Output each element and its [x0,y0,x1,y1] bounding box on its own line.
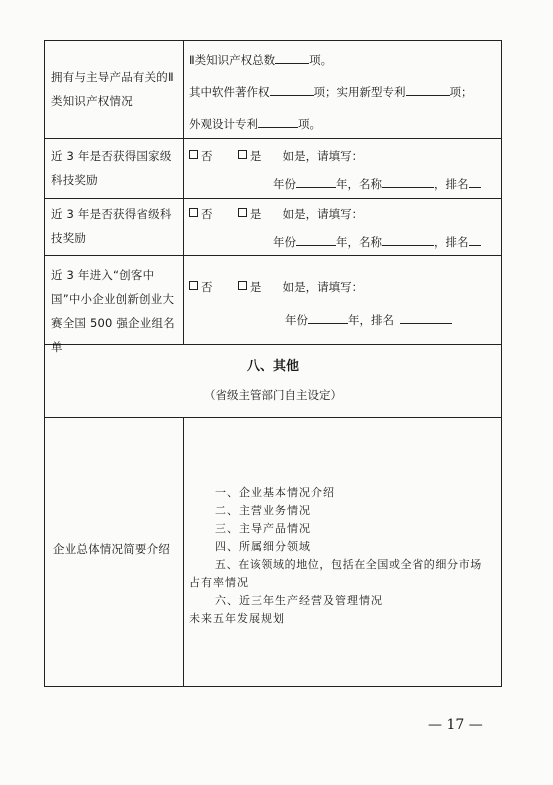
national-award-year-field[interactable] [296,175,336,188]
provincial-award-name-field[interactable] [382,233,434,246]
maker-china-year-field[interactable] [308,311,348,324]
provincial-award-detail-line [273,233,481,250]
provincial-award-year-field[interactable] [296,233,336,246]
software-copyright-field[interactable] [270,83,314,96]
national-award-label: 近 3 年是否获得国家级科技奖励 [51,149,172,187]
national-award-yes-label: 是 [249,149,262,163]
national-award-year-label: 年份 [273,177,296,191]
section-note: （省级主管部门自主设定） [204,388,342,402]
provincial-award-rank-field[interactable] [469,233,481,246]
page-number: — 17 — [428,717,483,733]
column-divider [183,417,184,686]
maker-china-rank-field[interactable] [400,311,452,324]
national-award-name-label: 年，名称 [336,177,382,191]
provincial-award-year-label: 年份 [273,235,296,249]
overview-item: 未来五年发展规划 [189,612,285,625]
utility-model-field[interactable] [406,83,450,96]
maker-china-prompt: 如是，请填写： [282,280,364,294]
maker-china-year-label: 年份 [285,313,308,327]
provincial-award-name-label: 年，名称 [336,235,382,249]
national-award-detail-line [273,175,481,192]
national-award-no-checkbox[interactable] [189,150,198,159]
overview-item: 四、所属细分领域 [215,540,311,553]
ip-total-line [189,51,332,68]
provincial-award-label: 近 3 年是否获得省级科技奖励 [51,207,172,245]
maker-china-detail-line [285,311,452,328]
design-patent-field[interactable] [258,115,298,128]
national-award-options [189,148,363,164]
national-award-no-label: 否 [201,149,213,163]
maker-china-label: 近 3 年进入“创客中国”中小企业创新创业大赛全国 500 强企业组名单 [51,268,175,354]
national-award-yes-checkbox[interactable] [238,150,247,159]
application-form-table [44,40,502,687]
ip-total-unit: 项。 [309,53,333,67]
design-patent-unit: 项。 [298,117,321,131]
overview-item: 三、主导产品情况 [215,522,311,535]
overview-item: 二、主营业务情况 [215,504,311,517]
national-award-prompt: 如是，请填写： [282,149,364,163]
provincial-award-yes-label: 是 [249,207,262,221]
maker-china-yes-label: 是 [249,280,262,294]
design-patent-label: 外观设计专利 [189,117,258,131]
software-copyright-label: 其中软件著作权 [189,85,270,99]
provincial-award-no-checkbox[interactable] [189,208,198,217]
provincial-award-no-label: 否 [201,207,213,221]
overview-label: 企业总体情况简要介绍 [53,542,170,556]
row-divider [45,255,501,256]
ip-total-label: Ⅱ类知识产权总数 [189,53,276,67]
maker-china-no-label: 否 [201,280,213,294]
maker-china-rank-label: 年，排名 [348,313,394,327]
overview-item: 六、近三年生产经营及管理情况 [215,594,383,607]
provincial-award-yes-checkbox[interactable] [238,208,247,217]
row-divider [45,138,501,139]
utility-model-unit: 项； [449,85,473,99]
column-divider [183,41,184,344]
national-award-rank-label: ，排名 [434,177,469,191]
row-divider [45,417,501,418]
overview-item: 一、企业基本情况介绍 [215,486,335,499]
national-award-name-field[interactable] [382,175,434,188]
utility-model-label: 项；实用新型专利 [313,85,406,99]
ip-total-field[interactable] [275,51,309,64]
provincial-award-rank-label: ，排名 [434,235,469,249]
national-award-rank-field[interactable] [469,175,481,188]
maker-china-yes-checkbox[interactable] [238,281,247,290]
maker-china-no-checkbox[interactable] [189,281,198,290]
overview-item: 五、在该领域的地位，包括在全国或全省的细分市场 [215,558,482,571]
design-patent-line [189,115,321,132]
overview-item: 占有率情况 [189,576,249,589]
ip-row-label: 拥有与主导产品有关的Ⅱ类知识产权情况 [51,70,174,108]
section-title: 八、其他 [246,359,299,374]
maker-china-options [189,279,363,295]
provincial-award-options [189,206,363,222]
row-divider [45,198,501,199]
provincial-award-prompt: 如是，请填写： [282,207,364,221]
software-patent-line [189,83,473,100]
